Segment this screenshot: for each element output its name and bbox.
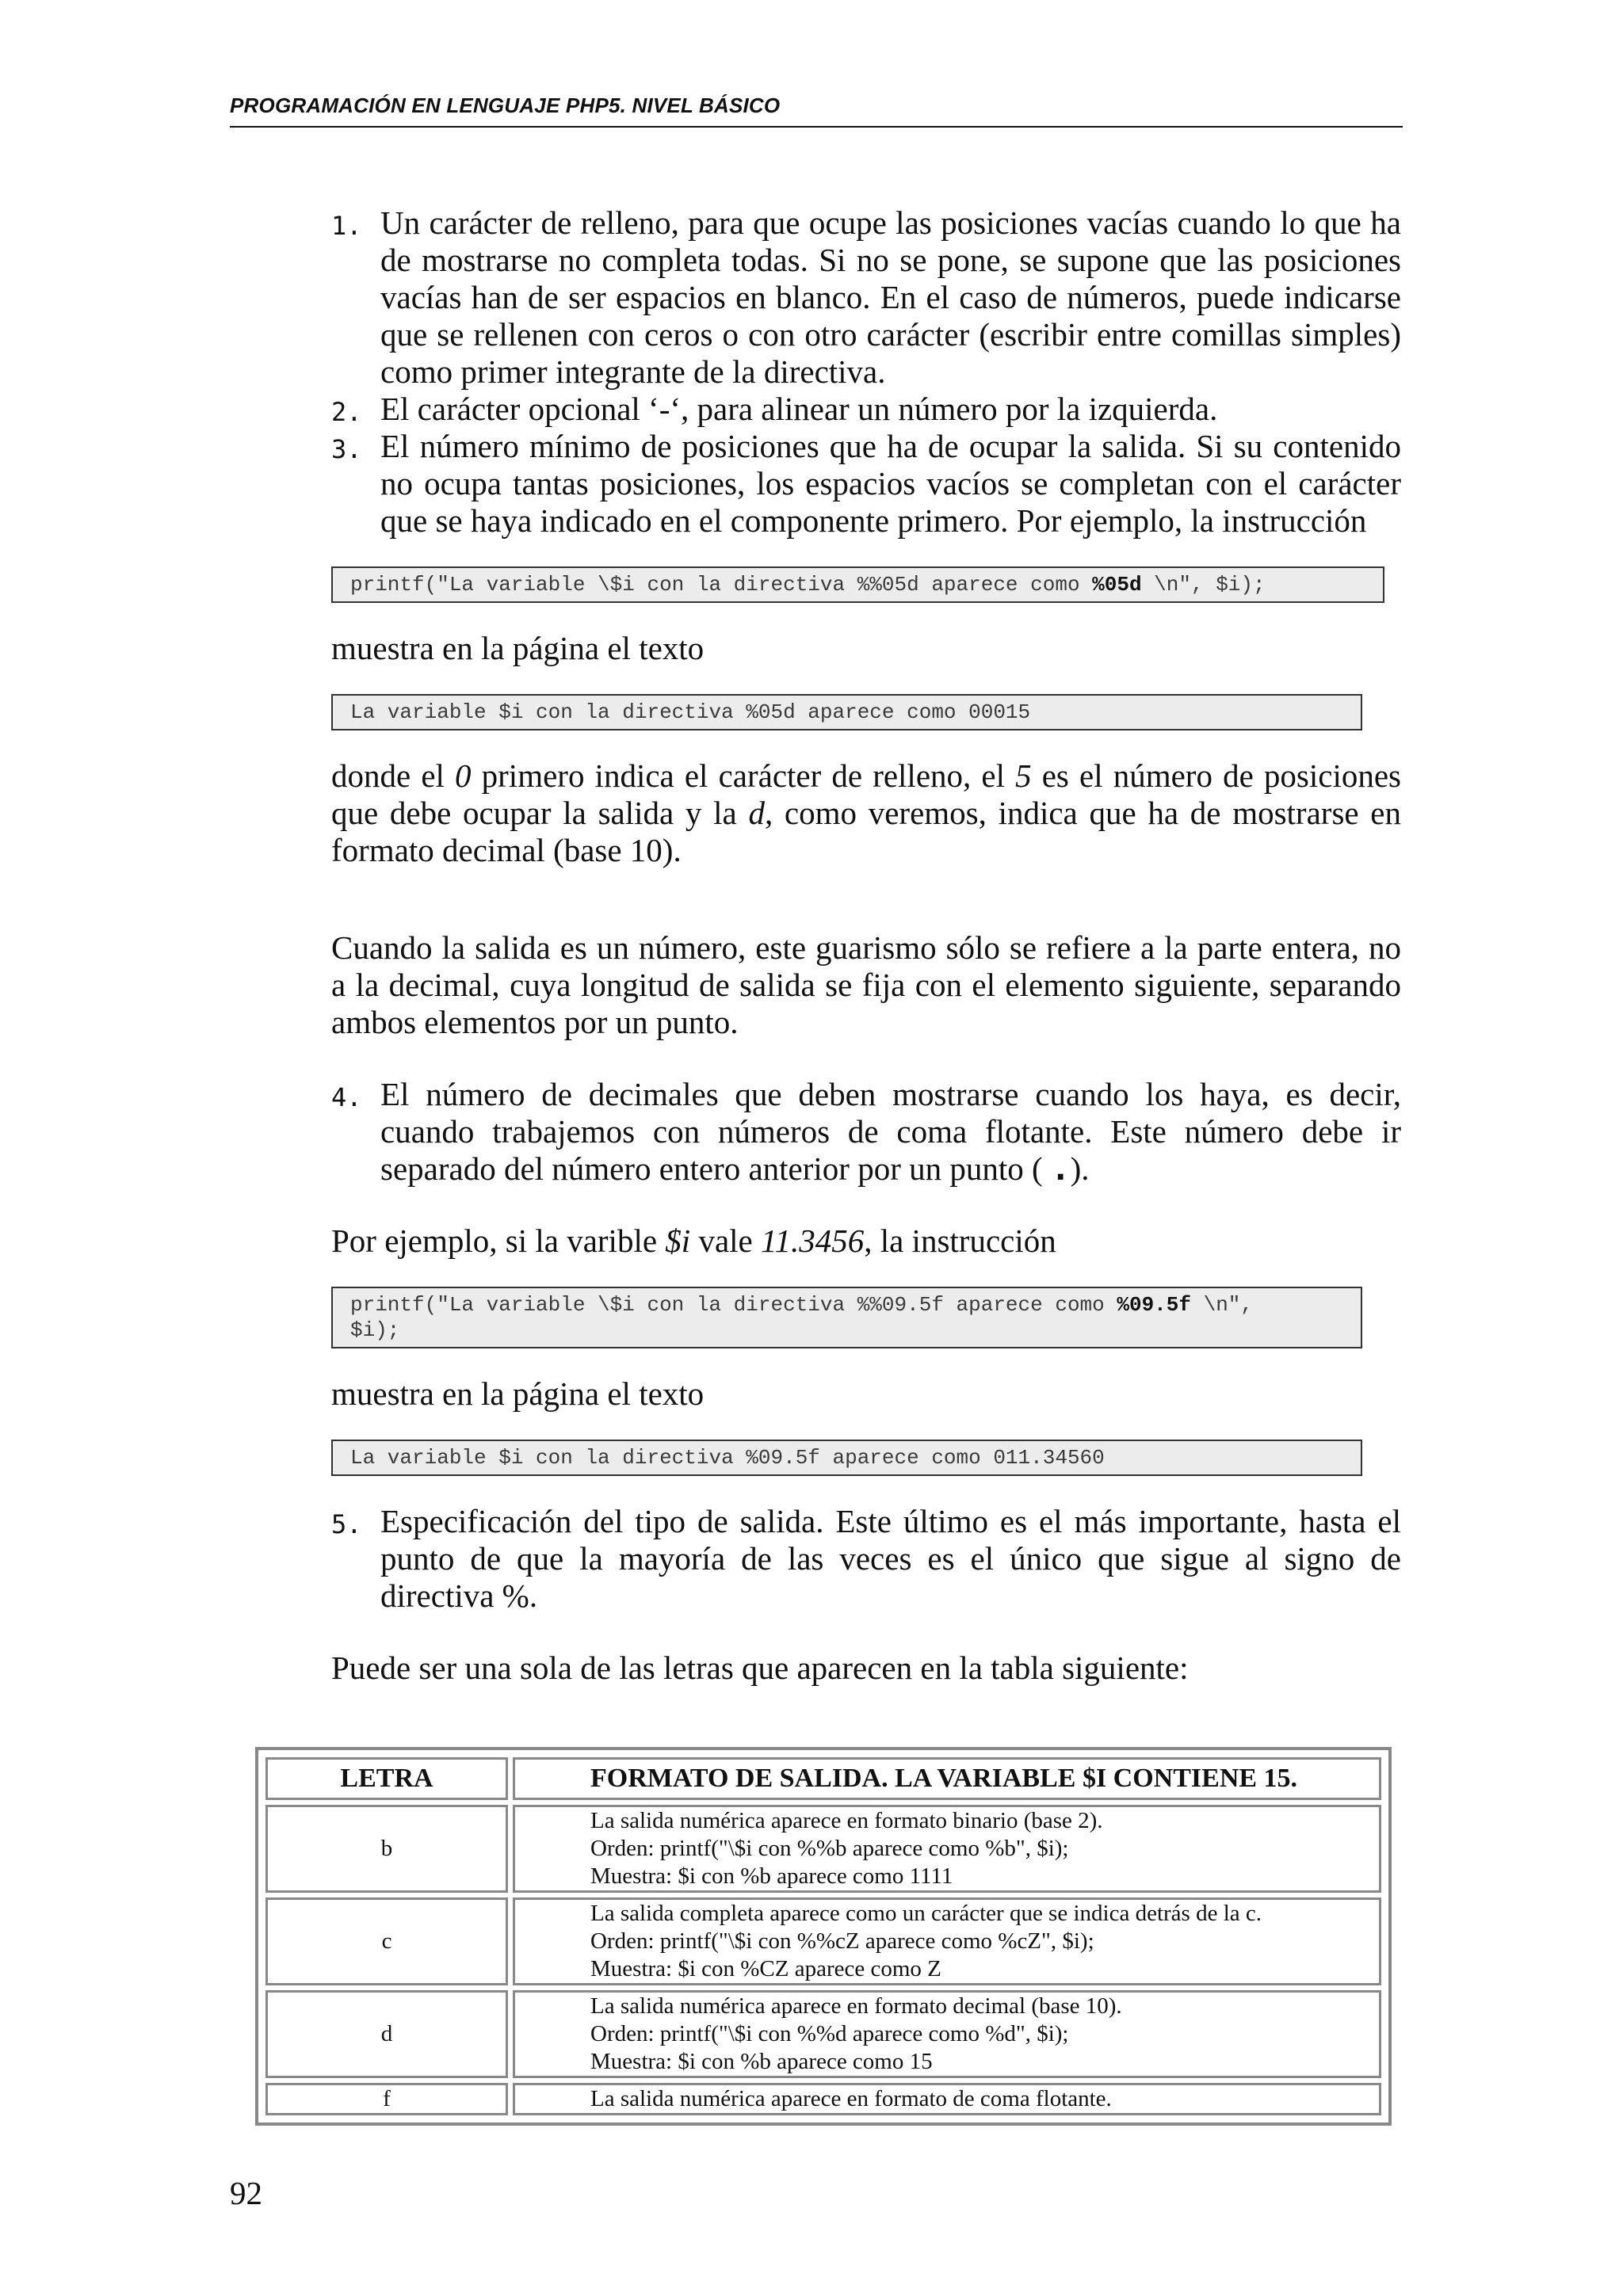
list-number: 1. xyxy=(331,211,362,241)
table-cell-description: La salida numérica aparece en formato decimal (base 10). Orden: printf("\$i con %%d aparece como %d", $i); Muestra: $i con %b aparece como 15 xyxy=(513,1990,1381,2078)
format-components-list xyxy=(331,204,1401,540)
list-item xyxy=(331,204,1401,391)
list-text: El número de decimales que deben mostrarse cuando los haya, es decir, cuando trabajemos con números de coma flotante. Este número debe ir separado del número entero anterior por un punto ( xyxy=(380,1076,1401,1187)
page-number: 92 xyxy=(230,2175,262,2211)
format-components-list xyxy=(331,1076,1401,1188)
paragraph: muestra en la página el texto xyxy=(331,630,705,666)
code-highlight: %09.5f xyxy=(1117,1293,1191,1317)
code-text: printf("La variable \$i con la directiva %%09.5f aparece como xyxy=(350,1293,1117,1317)
list-number: 5. xyxy=(331,1509,362,1539)
paragraph: Cuando la salida es un número, este guarismo sólo se refiere a la parte entera, no a la decimal, cuya longitud de salida se fija con el elemento siguiente, separando ambos elementos por un punto. xyxy=(331,929,1401,1040)
running-header: PROGRAMACIÓN EN LENGUAJE PHP5. NIVEL BÁSICO xyxy=(230,93,781,117)
table-cell-letter: f xyxy=(265,2083,508,2115)
list-number: 2. xyxy=(331,397,362,427)
code-text: \n", $i); xyxy=(350,1293,1253,1342)
code-text: printf("La variable \$i con la directiva %%05d aparece como xyxy=(350,573,1093,597)
table-row xyxy=(265,2083,1381,2115)
code-highlight: %05d xyxy=(1092,573,1142,597)
list-text: El carácter opcional ‘-‘, para alinear un número por la izquierda. xyxy=(380,391,1218,427)
table-cell-letter: c xyxy=(265,1897,508,1985)
table-cell-description: La salida numérica aparece en formato de coma flotante. xyxy=(513,2083,1381,2115)
table-cell-letter: b xyxy=(265,1805,508,1893)
table-header-row xyxy=(265,1757,1381,1800)
output-block: La variable $i con la directiva %05d aparece como 00015 xyxy=(331,694,1362,730)
list-item xyxy=(331,391,1401,428)
table-row xyxy=(265,1990,1381,2078)
code-block xyxy=(331,1287,1362,1348)
paragraph: Puede ser una sola de las letras que aparecen en la tabla siguiente: xyxy=(331,1650,1189,1686)
output-block: La variable $i con la directiva %09.5f aparece como 011.34560 xyxy=(331,1440,1362,1476)
table-cell-description: La salida numérica aparece en formato binario (base 2). Orden: printf("\$i con %%b aparece como %b", $i); Muestra: $i con %b aparece como 1111 xyxy=(513,1805,1381,1893)
code-block xyxy=(331,566,1384,603)
table-header: LETRA xyxy=(265,1757,508,1800)
list-text: Especificación del tipo de salida. Este último es el más importante, hasta el punto de que la mayoría de las veces es el único que sigue al signo de directiva %. xyxy=(380,1503,1401,1614)
page-body xyxy=(331,204,1401,1687)
format-table xyxy=(255,1747,1392,2126)
list-item: 4. El número de decimales que deben mostrarse cuando los haya, es decir, cuando trabajemos con números de coma flotante. Este número debe ir separado del número entero anterior por un punto ( .). xyxy=(331,1076,1401,1188)
table-row xyxy=(265,1897,1381,1985)
table-cell-letter: d xyxy=(265,1990,508,2078)
list-number: 3. xyxy=(331,434,362,464)
code-text: \n", $i); xyxy=(1141,573,1266,597)
table-header: FORMATO DE SALIDA. LA VARIABLE $I CONTIENE 15. xyxy=(513,1757,1381,1800)
dot-symbol: . xyxy=(1050,1150,1071,1188)
list-number: 4. xyxy=(331,1082,362,1112)
paragraph: Por ejemplo, si la varible $i vale 11.3456, la instrucción xyxy=(331,1222,1056,1259)
list-item xyxy=(331,1503,1401,1615)
table-cell-description: La salida completa aparece como un carácter que se indica detrás de la c. Orden: printf("\$i con %%cZ aparece como %cZ", $i); Muestra: $i con %CZ aparece como Z xyxy=(513,1897,1381,1985)
list-text: El número mínimo de posiciones que ha de ocupar la salida. Si su contenido no ocupa tantas posiciones, los espacios vacíos se completan con el carácter que se haya indicado en el componente primero. Por ejemplo, la instrucción xyxy=(380,428,1401,539)
paragraph: donde el 0 primero indica el carácter de relleno, el 5 es el número de posiciones que debe ocupar la salida y la d, como veremos, indica que ha de mostrarse en formato decimal (base 10). xyxy=(331,757,1402,868)
header-rule xyxy=(230,126,1403,128)
table-row xyxy=(265,1805,1381,1893)
list-text: Un carácter de relleno, para que ocupe las posiciones vacías cuando lo que ha de mostrarse no completa todas. Si no se pone, se supone que las posiciones vacías han de ser espacios en blanco. En el caso de números, puede indicarse que se rellenen con ceros o con otro carácter (escribir entre comillas simples) como primer integrante de la directiva. xyxy=(380,204,1401,390)
paragraph: muestra en la página el texto xyxy=(331,1375,705,1412)
format-components-list xyxy=(331,1503,1401,1615)
list-item xyxy=(331,428,1401,540)
